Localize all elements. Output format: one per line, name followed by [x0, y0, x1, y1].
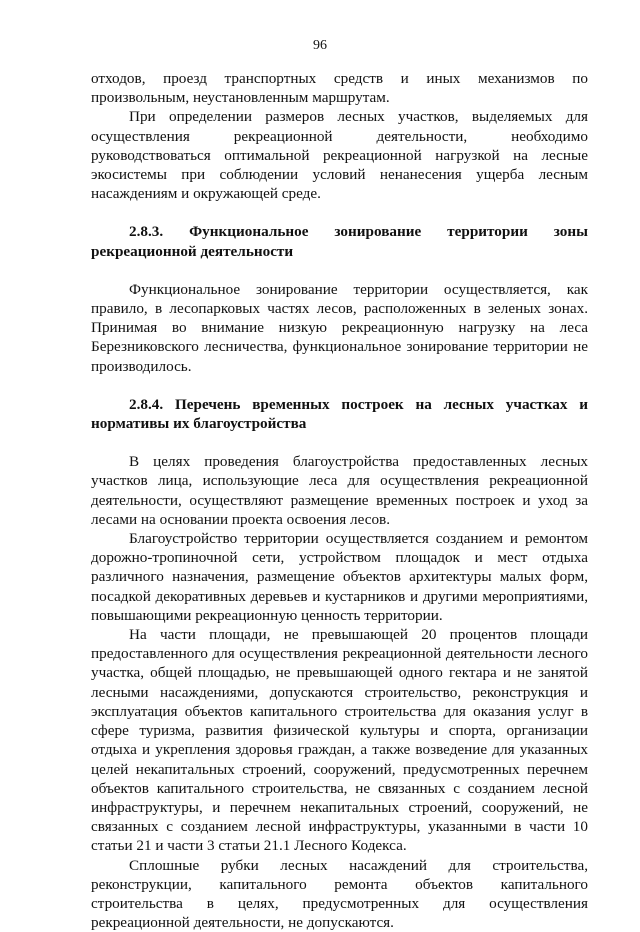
- paragraph-6: На части площади, не превышающей 20 процентов площади предоставленного для осуществления рекреационной деятельности лесного участка, общей площадью, не превышающей одного гектара и не занятой лесными насаждениями, допускаются строительство, реконструкция и эксплуатация объектов капитального строительства для оказания услуг в сфере туризма, развития физической культуры и спорта, организации отдыха и укрепления здоровья граждан, а также возведение для указанных целей некапитальных строений, сооружений, предусмотренных перечнем объектов капитального строительства, не связанных с созданием лесной инфраструктуры, и перечнем некапитальных строений, сооружений, не связанных с созданием лесной инфраструктуры, указанными в части 10 статьи 21 и части 3 статьи 21.1 Лесного Кодекса.: [91, 626, 588, 855]
- spacer: [91, 376, 588, 395]
- spacer: [91, 203, 588, 222]
- paragraph-2: При определении размеров лесных участков, выделяемых для осуществления рекреационной деятельности, необходимо руководствоваться оптимальной рекреационной нагрузкой на лесные экосистемы при соблюдении условий ненанесения ущерба лесным насаждениям и окружающей среде.: [91, 108, 588, 203]
- paragraph-1: отходов, проезд транспортных средств и иных механизмов по произвольным, неустановленным маршрутам.: [91, 70, 588, 107]
- section-heading-2-8-3: 2.8.3. Функциональное зонирование территории зоны рекреационной деятельности: [91, 223, 588, 260]
- paragraph-7: Сплошные рубки лесных насаждений для строительства, реконструкции, капитального ремонта объектов капитального строительства в целях, предусмотренных для осуществления рекреационной деятельности, не допускаются.: [91, 856, 588, 932]
- page-number: 96: [313, 38, 327, 53]
- paragraph-5: Благоустройство территории осуществляется созданием и ремонтом дорожно-тропиночной сети, устройством площадок и мест отдыха различного назначения, размещение объектов архитектуры малых форм, посадкой декоративных деревьев и кустарников и другими мероприятиями, повышающими рекреационную ценность территории.: [91, 530, 588, 624]
- spacer: [91, 433, 588, 452]
- spacer: [91, 261, 588, 280]
- section-heading-2-8-4: 2.8.4. Перечень временных построек на лесных участках и нормативы их благоустройства: [91, 395, 588, 433]
- paragraph-4: В целях проведения благоустройства предоставленных лесных участков лица, использующие леса для осуществления рекреационной деятельности, осуществляют размещение временных построек и уход за лесами на основании проекта освоения лесов.: [91, 453, 588, 528]
- paragraph-3: Функциональное зонирование территории осуществляется, как правило, в лесопарковых частях лесов, расположенных в зеленых зонах. Принимая во внимание низкую рекреационную нагрузку на леса Березниковского лесничества, функциональное зонирование территории не производилось.: [91, 280, 588, 375]
- page-content: [91, 69, 588, 932]
